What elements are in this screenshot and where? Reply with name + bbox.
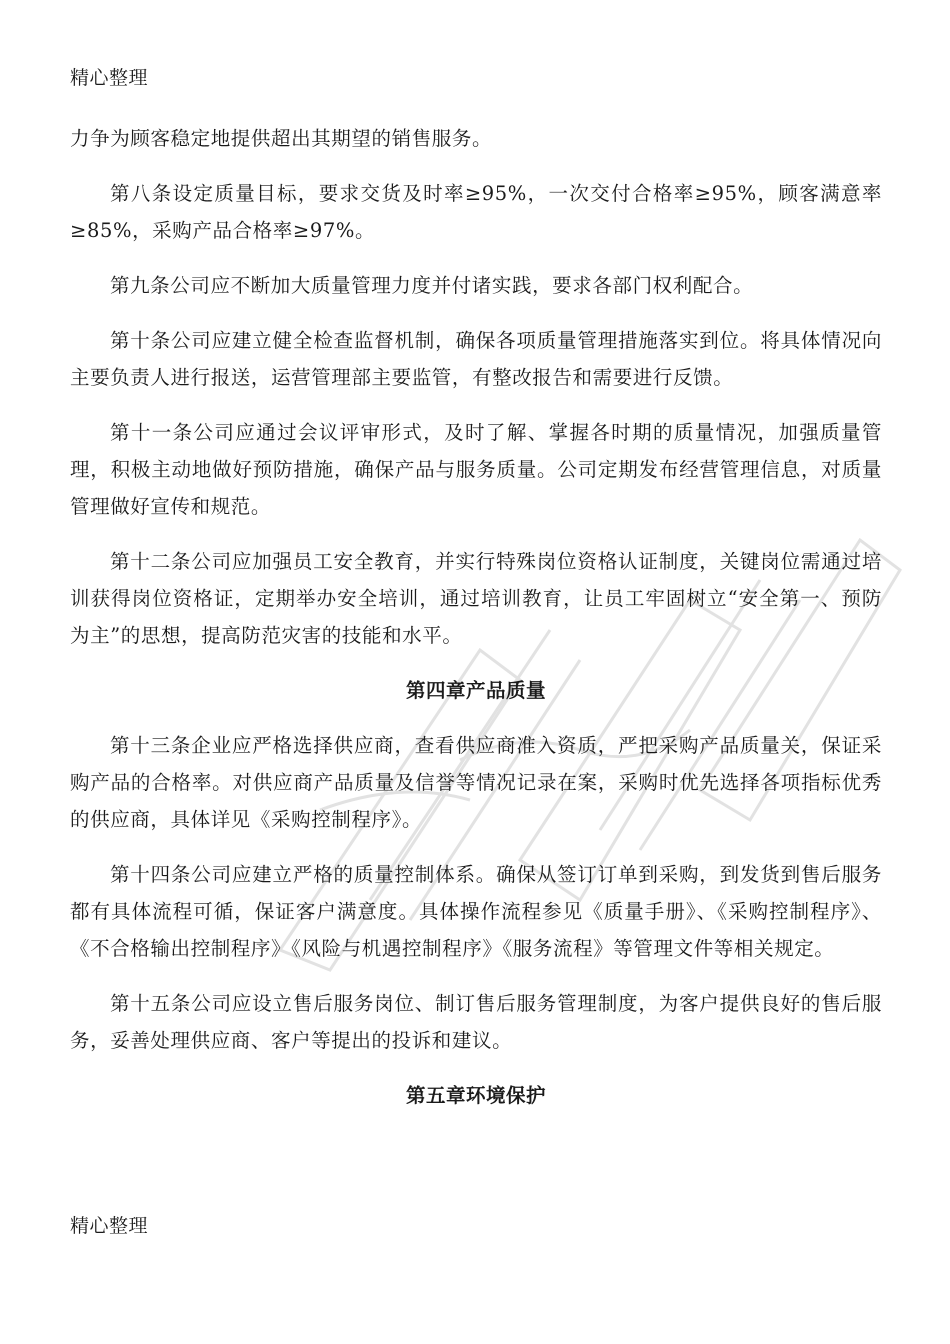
- article-12: 第十二条公司应加强员工安全教育，并实行特殊岗位资格认证制度，关键岗位需通过培训获得岗位资格证，定期举办安全培训，通过培训教育，让员工牢固树立“安全第一、预防为主”的思想，提高防范灾害的技能和水平。: [70, 550, 882, 647]
- article-9: 第九条公司应不断加大质量管理力度并付诸实践，要求各部门权利配合。: [109, 274, 754, 297]
- paragraph-continuation: 力争为顾客稳定地提供超出其期望的销售服务。: [70, 127, 493, 150]
- chapter-5-title: 第五章环境保护: [405, 1084, 546, 1107]
- document-body: [70, 120, 882, 1114]
- chapter-4-title: 第四章产品质量: [405, 679, 546, 702]
- article-11: 第十一条公司应通过会议评审形式，及时了解、掌握各时期的质量情况，加强质量管理，积极主动地做好预防措施，确保产品与服务质量。公司定期发布经营管理信息，对质量管理做好宣传和规范。: [70, 421, 882, 518]
- page-footer-note: 精心整理: [70, 1215, 149, 1237]
- page-header-note: 精心整理: [70, 67, 149, 89]
- article-15: 第十五条公司应设立售后服务岗位、制订售后服务管理制度，为客户提供良好的售后服务，妥善处理供应商、客户等提出的投诉和建议。: [70, 992, 882, 1052]
- article-14: 第十四条公司应建立严格的质量控制体系。确保从签订订单到采购，到发货到售后服务都有具体流程可循，保证客户满意度。具体操作流程参见《质量手册》、《采购控制程序》、《不合格输出控制程序》《风险与机遇控制程序》《服务流程》等管理文件等相关规定。: [70, 863, 882, 960]
- article-10: 第十条公司应建立健全检查监督机制，确保各项质量管理措施落实到位。将具体情况向主要负责人进行报送，运营管理部主要监管，有整改报告和需要进行反馈。: [70, 329, 882, 389]
- article-13: 第十三条企业应严格选择供应商，查看供应商准入资质，严把采购产品质量关，保证采购产品的合格率。对供应商产品质量及信誉等情况记录在案，采购时优先选择各项指标优秀的供应商，具体详见《采购控制程序》。: [70, 734, 882, 831]
- article-8: 第八条设定质量目标，要求交货及时率≥95%，一次交付合格率≥95%，顾客满意率≥85%，采购产品合格率≥97%。: [70, 182, 882, 242]
